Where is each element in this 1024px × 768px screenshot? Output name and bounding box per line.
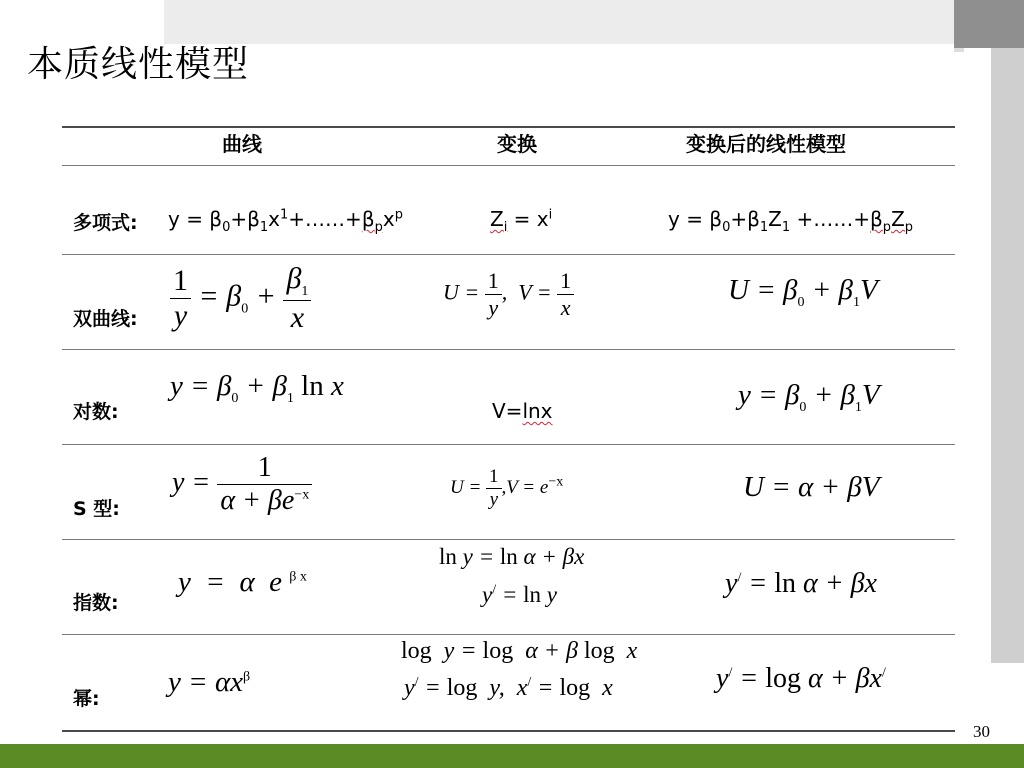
row-label: S 型: — [73, 498, 120, 520]
exp-transform-line1: ln y = ln α + βx — [439, 544, 585, 569]
exp-curve-formula: y = α e $^{\beta x}$ — [178, 566, 307, 598]
polynomial-curve-formula: $y = \beta_0+\beta_1x^1+\dots\dots+\beta_px^p$ — [168, 207, 403, 235]
corner-decorative-block — [954, 0, 1024, 48]
s-curve-formula: y = $\frac{1}{\alpha + \beta e^{-x}}$ — [172, 452, 312, 517]
power-transform-line2: y/ = log y, x/ = log x — [404, 675, 613, 701]
page-number: 30 — [973, 722, 990, 741]
s-linear-formula: U = α + βV — [743, 471, 880, 503]
row-label: 指数: — [73, 592, 119, 614]
header-linear-model: 变换后的线性模型 — [686, 132, 846, 156]
log-linear-formula: $y = \beta_0 + \beta_1V$ — [738, 379, 880, 415]
row-label: 双曲线: — [73, 308, 138, 330]
polynomial-transform-formula: $Z_i = x^i$ — [490, 207, 553, 235]
row-divider — [62, 444, 955, 445]
exp-transform-line2: y/ = ln y — [482, 582, 557, 607]
row-label: 对数: — [73, 401, 119, 423]
s-transform-formula: U = $\frac{1}{y}$ $,V = e^{-x}$ — [450, 466, 564, 510]
row-divider — [62, 254, 955, 255]
header-transform: 变换 — [497, 132, 537, 156]
bottom-decorative-bar — [0, 744, 1024, 768]
row-divider — [62, 634, 955, 635]
row-divider — [62, 539, 955, 540]
top-decorative-bar — [164, 0, 954, 44]
power-curve-formula: $y = \alpha x^\beta$ — [168, 666, 251, 698]
log-curve-formula: $y = \beta_0 + \beta_1$ ln x — [170, 370, 344, 406]
hyperbola-transform-formula: U = $\frac{1}{y}$ , V = $\frac{1}{x}$ — [443, 268, 574, 321]
row-divider — [62, 349, 955, 350]
polynomial-linear-formula: $y = \beta_0+\beta_1Z_1$ $+\dots\dots+\beta_pZ_p$ — [668, 207, 914, 235]
slide-title: 本质线性模型 — [27, 44, 250, 85]
power-linear-formula: y/ = log α + βx/ — [716, 663, 886, 694]
exp-linear-formula: y/ = ln α + βx — [725, 568, 877, 599]
header-curve: 曲线 — [222, 132, 262, 156]
hyperbola-curve-formula: $\frac{1}{y}$ = $\beta_0$ + $\frac{\beta_1}{x}$ — [170, 262, 311, 335]
row-label: 幂: — [73, 688, 100, 710]
row-label: 多项式: — [73, 212, 138, 234]
log-transform-formula: V=lnx — [492, 399, 553, 423]
right-decorative-bar — [991, 48, 1024, 663]
right-decorative-strip — [954, 48, 964, 52]
power-transform-line1: log y = log α + β log x — [401, 638, 638, 664]
hyperbola-linear-formula: $U = \beta_0 + \beta_1V$ — [728, 274, 878, 310]
header-rule — [62, 165, 955, 166]
table-bottom-rule — [62, 730, 955, 732]
